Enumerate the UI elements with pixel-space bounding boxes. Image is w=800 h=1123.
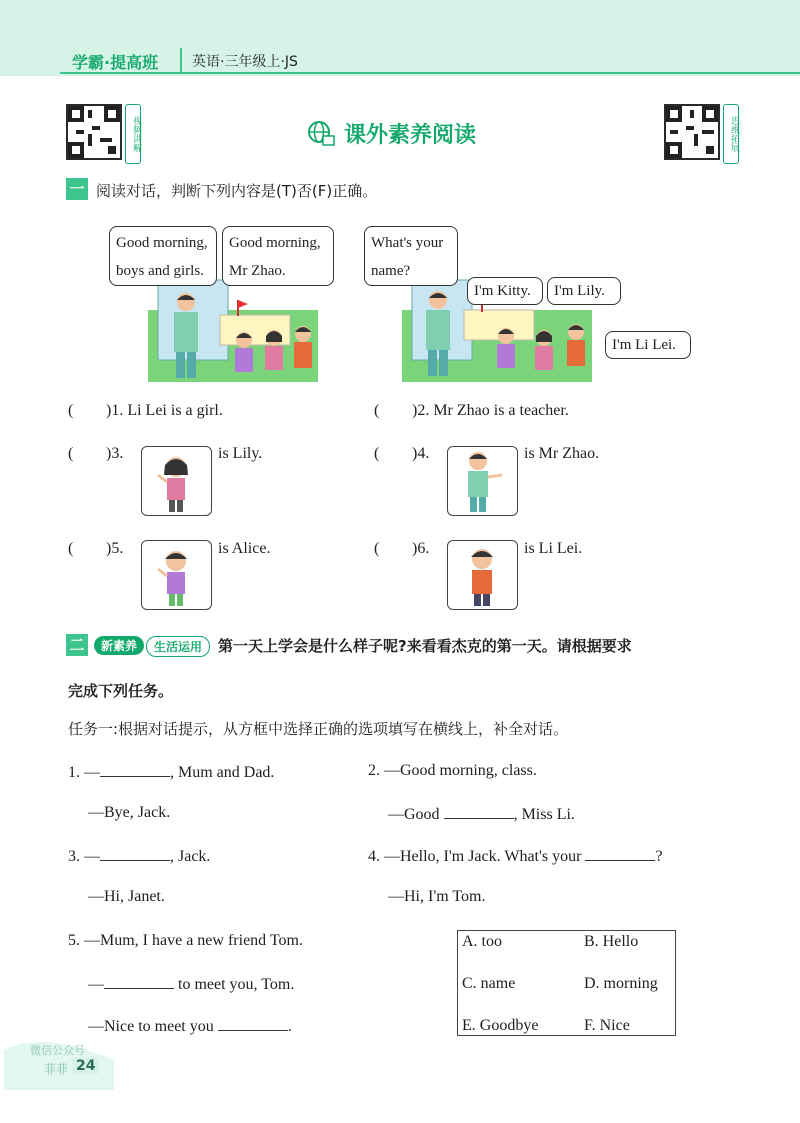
dash: —: [88, 976, 104, 993]
speech-bubble-teacher-2: [364, 226, 458, 286]
bubble-line: Good morning,: [229, 235, 321, 251]
watermark-name: 菲菲: [44, 1062, 69, 1076]
option-a: A. too: [462, 933, 502, 950]
part2-tag: 二: [66, 634, 88, 656]
boy-figure: [448, 541, 516, 607]
badge-life-application: 生活运用: [146, 636, 210, 657]
option-b: B. Hello: [584, 933, 639, 950]
answer-paren: (: [374, 540, 380, 557]
dialog-4-line-b: —Hi, I'm Tom.: [388, 888, 486, 905]
question-text: Mr Zhao is a teacher.: [433, 402, 569, 419]
picture-frame-mr-zhao: [447, 446, 518, 516]
question-4-number: )4.: [412, 445, 430, 462]
qr-code-right[interactable]: [664, 104, 720, 160]
dialog-text: .: [287, 1018, 292, 1035]
picture-frame-girl-lily: [141, 446, 212, 516]
section-title: 课外素养阅读: [344, 123, 477, 148]
bubble-line: What's your: [371, 235, 444, 251]
girl-figure: [142, 541, 210, 607]
qr-icon: [68, 106, 120, 158]
dialog-number: 2.: [368, 762, 380, 779]
dialog-text: , Miss Li.: [513, 806, 575, 823]
dialog-text: , Jack.: [170, 848, 211, 865]
dialog-2-line-a: [368, 762, 537, 780]
answer-blank-1[interactable]: [100, 762, 170, 777]
dialog-text: —Nice to meet you: [88, 1018, 214, 1035]
qr-code-left[interactable]: [66, 104, 122, 160]
question-1: [106, 402, 223, 420]
speech-bubble-lily: I'm Lily.: [547, 277, 621, 305]
answer-paren: (: [374, 402, 380, 419]
question-number: )2.: [412, 402, 430, 419]
question-6-text: is Li Lei.: [524, 540, 583, 557]
dialog-3-line-b: —Hi, Janet.: [88, 888, 165, 905]
header-subject: 英语·三年级上·JS: [192, 54, 298, 70]
girl-figure: [142, 447, 210, 513]
picture-frame-girl-alice: [141, 540, 212, 610]
scene1-illustration: [148, 270, 328, 382]
question-text: Li Lei is a girl.: [127, 402, 223, 419]
bubble-line: Good morning,: [116, 235, 208, 251]
dialog-2-line-b: [388, 804, 575, 824]
header-divider: [180, 48, 182, 72]
answer-blank-3[interactable]: [100, 846, 170, 861]
bubble-line: Mr Zhao.: [229, 263, 286, 279]
answer-paren: (: [374, 445, 380, 462]
speech-bubble-lilei: I'm Li Lei.: [605, 331, 691, 359]
part1-instruction: 阅读对话，判断下列内容是(T)否(F)正确。: [96, 182, 378, 200]
speech-bubble-kitty: I'm Kitty.: [467, 277, 543, 305]
question-5-text: is Alice.: [218, 540, 271, 557]
option-e: E. Goodbye: [462, 1017, 539, 1034]
watermark: 微信公众号: [30, 1044, 85, 1057]
question-6-number: )6.: [412, 540, 430, 557]
answer-paren: (: [68, 445, 74, 462]
dialog-1-line-b: —Bye, Jack.: [88, 804, 171, 821]
qr-left-label: 视频讲解: [125, 104, 141, 164]
qr-right-label: 思维拓展: [723, 104, 739, 164]
dialog-number: 3.: [68, 848, 80, 865]
answer-blank-2[interactable]: [444, 804, 514, 819]
question-4-text: is Mr Zhao.: [524, 445, 600, 462]
dialog-text: to meet you, Tom.: [178, 976, 295, 993]
picture-frame-li-lei: [447, 540, 518, 610]
question-3-text: is Lily.: [218, 445, 263, 462]
dialog-number: 1.: [68, 764, 80, 781]
task1-instruction: 任务一:根据对话提示，从方框中选择正确的选项填写在横线上，补全对话。: [68, 720, 569, 738]
bubble-line: boys and girls.: [116, 263, 204, 279]
badge-new-literacy: 新素养: [94, 636, 144, 655]
teacher-figure: [448, 447, 516, 513]
option-c: C. name: [462, 975, 516, 992]
dialog-3-line-a: [68, 846, 210, 866]
dialog-text: ?: [655, 848, 663, 865]
part2-intro-line2: 完成下列任务。: [68, 682, 174, 700]
answer-paren: (: [68, 402, 74, 419]
globe-book-icon: [306, 119, 336, 147]
dialog-5-line-c: [88, 1016, 292, 1036]
answer-blank-4[interactable]: [585, 846, 655, 861]
dialog-number: 4.: [368, 848, 380, 865]
answer-blank-6[interactable]: [218, 1016, 288, 1031]
dialog-5-line-b: [88, 974, 294, 994]
option-d: D. morning: [584, 975, 658, 992]
page-number: 24: [72, 1058, 99, 1074]
dialog-1-line-a: [68, 762, 274, 782]
part2-intro-line1: 第一天上学会是什么样子呢?来看看杰克的第一天。请根据要求: [218, 637, 632, 655]
dialog-text: , Mum and Dad.: [170, 764, 275, 781]
dialog-4-line-a: [368, 846, 663, 866]
option-box: [457, 930, 676, 1036]
question-2: [412, 402, 569, 420]
part1-tag: 一: [66, 178, 88, 200]
dialog-text: —Good morning, class.: [384, 762, 537, 779]
dash: —: [84, 848, 100, 865]
dialog-text: —Mum, I have a new friend Tom.: [84, 932, 303, 949]
qr-icon: [666, 106, 718, 158]
dash: —: [84, 764, 100, 781]
bubble-line: name?: [371, 263, 411, 279]
answer-paren: (: [68, 540, 74, 557]
header-brand: 学霸·提高班: [72, 53, 159, 72]
dialog-number: 5.: [68, 932, 80, 949]
question-3-number: )3.: [106, 445, 124, 462]
answer-blank-5[interactable]: [104, 974, 174, 989]
speech-bubble-teacher-1: [109, 226, 217, 286]
option-f: F. Nice: [584, 1017, 630, 1034]
speech-bubble-kids: [222, 226, 334, 286]
dialog-text: —Hello, I'm Jack. What's your: [384, 848, 582, 865]
dialog-text: —Good: [388, 806, 440, 823]
question-5-number: )5.: [106, 540, 124, 557]
question-number: )1.: [106, 402, 124, 419]
dialog-5-line-a: [68, 932, 303, 950]
